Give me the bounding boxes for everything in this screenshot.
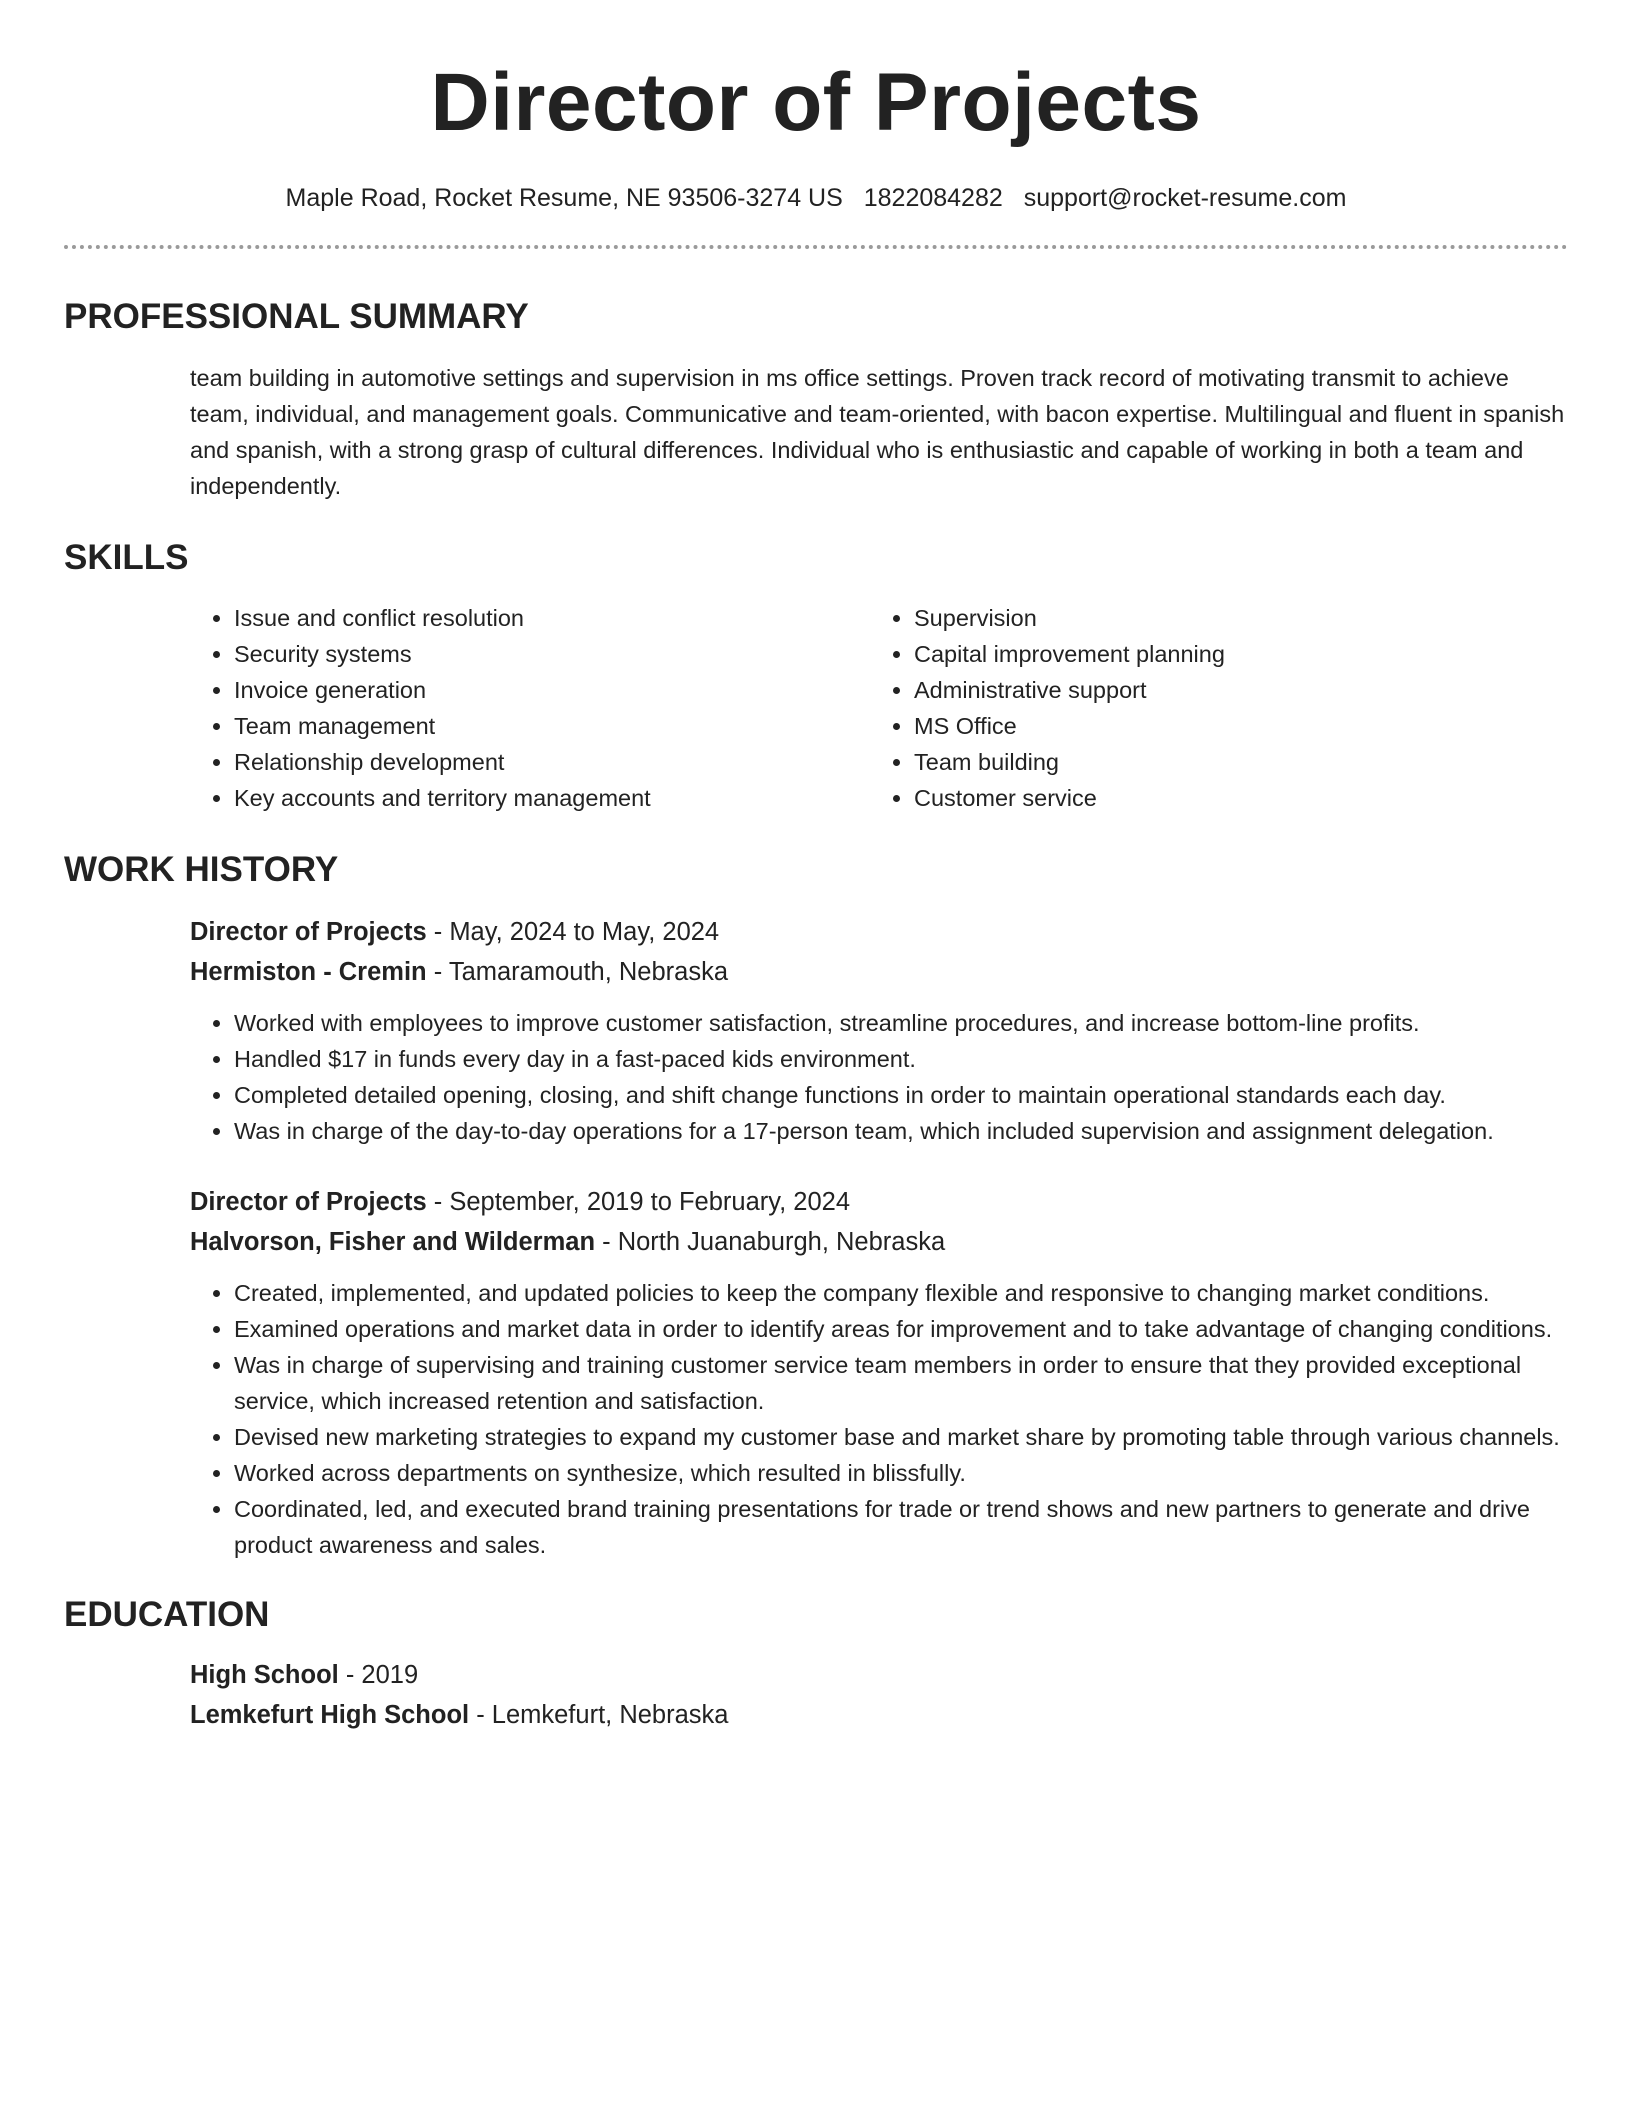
skill-item: • Relationship development bbox=[234, 744, 870, 780]
education-year: - 2019 bbox=[338, 1661, 419, 1689]
job-bullet: • Was in charge of supervising and training customer service team members in order to ensure that they provided exceptional service, which increased retention and satisfaction. bbox=[234, 1347, 1568, 1419]
skill-item: • Key accounts and territory management bbox=[234, 780, 870, 816]
job-position: Director of Projects bbox=[190, 1188, 427, 1216]
job-bullet: • Handled $17 in funds every day in a fast-paced kids environment. bbox=[234, 1041, 1568, 1077]
job-company: Halvorson, Fisher and Wilderman bbox=[190, 1228, 596, 1256]
education-school: Lemkefurt High School bbox=[190, 1701, 470, 1729]
skill-item: • Issue and conflict resolution bbox=[234, 600, 870, 636]
education-degree-line bbox=[190, 1656, 1568, 1694]
skill-item: • Team management bbox=[234, 708, 870, 744]
job-title-line bbox=[190, 913, 1568, 951]
contact-phone: 1822084282 bbox=[863, 184, 1003, 212]
job-bullet: • Created, implemented, and updated policies to keep the company flexible and responsive to changing market conditions. bbox=[234, 1275, 1568, 1311]
job-bullets bbox=[190, 1005, 1568, 1149]
job-title-line bbox=[190, 1183, 1568, 1221]
skill-item: • Capital improvement planning bbox=[914, 636, 1225, 672]
education-title: EDUCATION bbox=[64, 1595, 270, 1634]
job-location: - North Juanaburgh, Nebraska bbox=[595, 1228, 946, 1256]
job-bullet: • Worked with employees to improve customer satisfaction, streamline procedures, and increase bottom-line profits. bbox=[234, 1005, 1568, 1041]
skill-item: • Team building bbox=[914, 744, 1225, 780]
education-degree: High School bbox=[190, 1661, 339, 1689]
education-school-line bbox=[190, 1696, 1568, 1734]
job-company-line bbox=[190, 953, 1568, 991]
skills-column-left bbox=[190, 600, 870, 816]
job-dates: - May, 2024 to May, 2024 bbox=[426, 918, 720, 946]
job-location: - Tamaramouth, Nebraska bbox=[426, 958, 729, 986]
job-dates: - September, 2019 to February, 2024 bbox=[426, 1188, 851, 1216]
education-entry bbox=[190, 1656, 1568, 1734]
job-bullet: • Was in charge of the day-to-day operations for a 17-person team, which included supervision and assignment delegation. bbox=[234, 1113, 1568, 1149]
skill-item: • MS Office bbox=[914, 708, 1225, 744]
skill-item: • Administrative support bbox=[914, 672, 1225, 708]
job-bullet: • Worked across departments on synthesize, which resulted in blissfully. bbox=[234, 1455, 1568, 1491]
skill-item: • Supervision bbox=[914, 600, 1225, 636]
job-bullets bbox=[190, 1275, 1568, 1563]
job-company: Hermiston - Cremin bbox=[190, 958, 427, 986]
skill-item: • Customer service bbox=[914, 780, 1225, 816]
skills-title: SKILLS bbox=[64, 538, 189, 577]
job-bullet: • Devised new marketing strategies to expand my customer base and market share by promoting table through various channels. bbox=[234, 1419, 1568, 1455]
job-position: Director of Projects bbox=[190, 918, 427, 946]
contact-line bbox=[64, 182, 1568, 214]
summary-text: team building in automotive settings and supervision in ms office settings. Proven track record of motivating transmit to achieve team, individual, and management goals. Communicative and team-oriented, with bacon expertise. Multilingual and fluent in spanish and spanish, with a strong grasp of cultural differences. Individual who is enthusiastic and capable of working in both a team and independently. bbox=[190, 365, 1565, 499]
resume-name: Director of Projects bbox=[430, 57, 1202, 148]
work-history-title: WORK HISTORY bbox=[64, 850, 339, 889]
skills-column-right bbox=[870, 600, 1225, 816]
job-entry bbox=[190, 1183, 1568, 1563]
education-location: - Lemkefurt, Nebraska bbox=[469, 1701, 729, 1729]
header-divider bbox=[64, 245, 1568, 249]
contact-email: support@rocket-resume.com bbox=[1023, 184, 1347, 212]
contact-address: Maple Road, Rocket Resume, NE 93506-3274 US bbox=[285, 184, 843, 212]
skill-item: • Security systems bbox=[234, 636, 870, 672]
job-bullet: • Completed detailed opening, closing, and shift change functions in order to maintain operational standards each day. bbox=[234, 1077, 1568, 1113]
job-bullet: • Examined operations and market data in order to identify areas for improvement and to take advantage of changing conditions. bbox=[234, 1311, 1568, 1347]
job-bullet: • Coordinated, led, and executed brand training presentations for trade or trend shows and new partners to generate and drive product awareness and sales. bbox=[234, 1491, 1568, 1563]
skills-list bbox=[190, 600, 1568, 816]
summary-title: PROFESSIONAL SUMMARY bbox=[64, 297, 529, 336]
skill-item: • Invoice generation bbox=[234, 672, 870, 708]
job-company-line bbox=[190, 1223, 1568, 1261]
job-entry bbox=[190, 913, 1568, 1149]
